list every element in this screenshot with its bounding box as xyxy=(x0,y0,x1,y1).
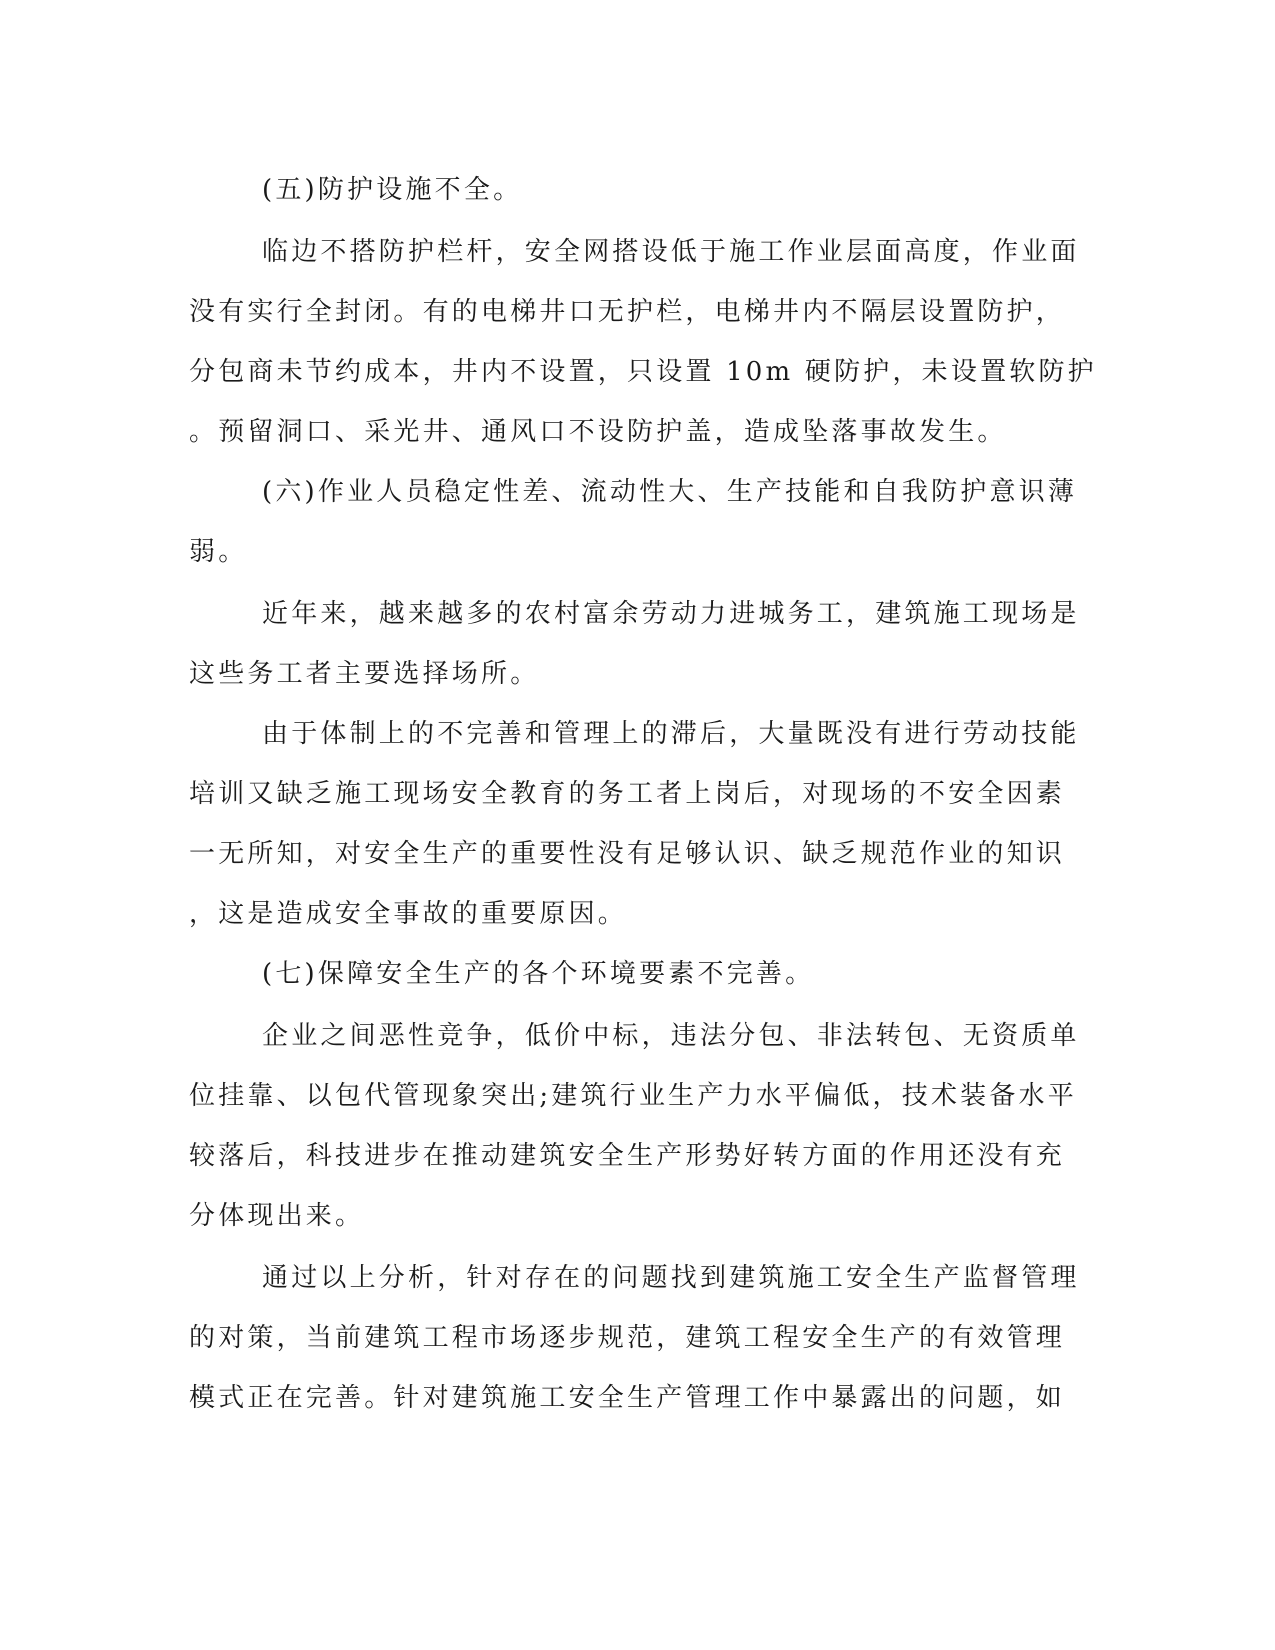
paragraph-line: 分体现出来。 xyxy=(189,1201,365,1231)
paragraph-line: 。预留洞口、采光井、通风口不设防护盖，造成坠落事故发生。 xyxy=(189,417,1007,447)
section-heading-six-continued: 弱。 xyxy=(189,537,248,567)
paragraph-line: 的对策，当前建筑工程市场逐步规范，建筑工程安全生产的有效管理 xyxy=(189,1323,1066,1353)
paragraph-line: 没有实行全封闭。有的电梯井口无护栏，电梯井内不隔层设置防护， xyxy=(189,297,1066,327)
paragraph-line: ，这是造成安全事故的重要原因。 xyxy=(189,899,628,929)
paragraph-line: 一无所知，对安全生产的重要性没有足够认识、缺乏规范作业的知识 xyxy=(189,839,1066,869)
paragraph-line: 位挂靠、以包代管现象突出;建筑行业生产力水平偏低，技术装备水平 xyxy=(189,1081,1077,1111)
paragraph-line: 培训又缺乏施工现场安全教育的务工者上岗后，对现场的不安全因素 xyxy=(189,779,1066,809)
paragraph-line: 近年来，越来越多的农村富余劳动力进城务工，建筑施工现场是 xyxy=(262,599,1080,629)
section-heading-seven: (七)保障安全生产的各个环境要素不完善。 xyxy=(262,959,815,989)
paragraph-line: 由于体制上的不完善和管理上的滞后，大量既没有进行劳动技能 xyxy=(262,719,1080,749)
paragraph-line: 模式正在完善。针对建筑施工安全生产管理工作中暴露出的问题，如 xyxy=(189,1383,1066,1413)
paragraph-line: 这些务工者主要选择场所。 xyxy=(189,659,540,689)
section-heading-five: (五)防护设施不全。 xyxy=(262,175,523,205)
paragraph-line: 企业之间恶性竞争，低价中标，违法分包、非法转包、无资质单 xyxy=(262,1021,1080,1051)
paragraph-line: 较落后，科技进步在推动建筑安全生产形势好转方面的作用还没有充 xyxy=(189,1141,1066,1171)
paragraph-line: 通过以上分析，针对存在的问题找到建筑施工安全生产监督管理 xyxy=(262,1263,1080,1293)
paragraph-line: 分包商未节约成本，井内不设置，只设置 10m 硬防护，未设置软防护 xyxy=(189,357,1097,387)
paragraph-line: 临边不搭防护栏杆，安全网搭设低于施工作业层面高度，作业面 xyxy=(262,237,1080,267)
section-heading-six: (六)作业人员稳定性差、流动性大、生产技能和自我防护意识薄 xyxy=(262,477,1078,507)
